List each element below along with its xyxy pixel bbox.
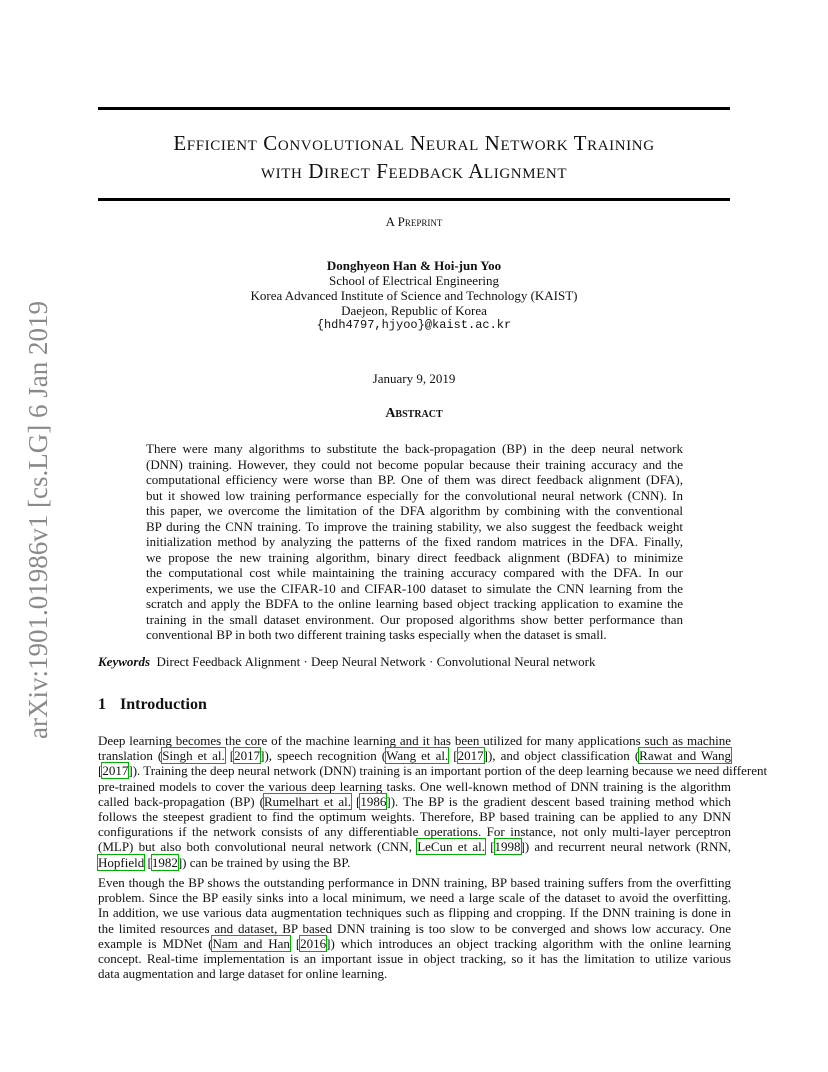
body-line: configurations if the network consists of any differentiable operations. For instance, not only multi-layer perceptron bbox=[98, 824, 731, 840]
abstract-body bbox=[146, 441, 683, 643]
body-line: Even though the BP shows the outstanding performance in DNN training, BP based training suffers from the overfitting bbox=[98, 875, 731, 890]
paper-title-line-1: Efficient Convolutional Neural Network Training bbox=[173, 131, 655, 155]
citation-year-link[interactable]: 2017 bbox=[457, 748, 484, 764]
abstract-line: but it showed low training performance especially for the convolutional neural network (CNN). In bbox=[146, 487, 683, 503]
section-heading bbox=[98, 696, 207, 714]
paper-title-line-2: with Direct Feedback Alignment bbox=[260, 159, 568, 183]
citation-year-link[interactable]: 1982 bbox=[151, 854, 178, 870]
abstract-line: this paper, we overcome the limitation of the DFA algorithm by combining with the conventional bbox=[146, 503, 683, 518]
keywords bbox=[98, 654, 595, 670]
abstract-line: initialization method by analyzing the patterns of the fixed random matrices in the DFA. Finally, bbox=[146, 534, 683, 549]
abstract-line: computational efficiency were worse than BP. One of them was direct feedback alignment (DFA), bbox=[146, 472, 683, 487]
author-school: School of Electrical Engineering bbox=[328, 273, 500, 288]
abstract-line: training in the small dataset environment. Our proposed algorithms show better performance than bbox=[146, 611, 683, 627]
citation-year-link[interactable]: 2017 bbox=[102, 763, 129, 779]
abstract-line: we propose the new training algorithm, binary direct feedback alignment (BDFA) to minimize bbox=[146, 549, 683, 565]
body-line: concept. Real-time implementation is an important issue in object tracking, so it has the limitation to utilize various bbox=[98, 950, 731, 966]
author-institute: Korea Advanced Institute of Science and Technology (KAIST) bbox=[250, 288, 578, 303]
title-rule-top bbox=[98, 107, 730, 110]
body-line: data augmentation and large dataset for online learning. bbox=[98, 966, 388, 982]
body-line: In addition, we use various data augmentation techniques such as flipping and cropping. If the DNN training is done in bbox=[98, 905, 731, 921]
abstract-line: conventional BP in both two different training tasks especially when the dataset is small. bbox=[146, 627, 607, 642]
body-line: the limited resources and dataset, BP based DNN training is too slow to be converged and shows low accuracy. One bbox=[98, 920, 731, 936]
arxiv-identifier bbox=[0, 0, 70, 1072]
citation-year-link[interactable]: 1986 bbox=[360, 793, 387, 809]
title-rule-bottom bbox=[98, 198, 730, 201]
citation-link[interactable]: Nam and Han bbox=[212, 935, 290, 951]
citation-link[interactable]: LeCun et al. bbox=[417, 839, 486, 855]
abstract-heading: Abstract bbox=[385, 406, 443, 421]
abstract-line: the computational cost while maintaining the training accuracy compared with the DFA. In our bbox=[146, 565, 683, 580]
paper-date: January 9, 2019 bbox=[372, 371, 456, 386]
author-location: Daejeon, Republic of Korea bbox=[341, 303, 487, 318]
abstract-line: There were many algorithms to substitute the back-propagation (BP) in the deep neural network bbox=[146, 441, 683, 456]
preprint-label: A Preprint bbox=[385, 214, 443, 229]
citation-year-link[interactable]: 1998 bbox=[494, 839, 521, 855]
section-number: 1 bbox=[98, 696, 106, 713]
body-line: problem. Since the BP easily sinks into a local minimum, we need a large scale of the dataset to avoid the overfitting. bbox=[98, 890, 731, 906]
body-line: [2017]). Training the deep neural network (DNN) training is an important portion of the deep learning because we need different bbox=[98, 763, 768, 779]
abstract-line: BP during the CNN training. To improve the training stability, we also suggest the feedback weight bbox=[146, 518, 683, 534]
body-line: Deep learning becomes the core of the machine learning and it has been utilized for many applications such as machine bbox=[98, 733, 731, 748]
author-email: {hdh4797,hjyoo}@kaist.ac.kr bbox=[316, 318, 512, 332]
body-line: called back-propagation (BP) (Rumelhart et al. [1986]). The BP is the gradient descent based training method which bbox=[98, 793, 731, 809]
body-line: follows the steepest gradient to find the optimum weights. Therefore, BP based training can be applied to any DNN bbox=[98, 808, 731, 824]
citation-year-link[interactable]: 2017 bbox=[234, 748, 261, 764]
arxiv-identifier-text: arXiv:1901.01986v1 [cs.LG] 6 Jan 2019 bbox=[23, 301, 53, 739]
body-line: (MLP) but also both convolutional neural network (CNN, LeCun et al. [1998]) and recurrent neural network (RNN, bbox=[98, 839, 731, 855]
abstract-line: scratch and apply the BDFA to the online learning based object tracking application to examine the bbox=[146, 596, 683, 611]
citation-link[interactable]: Wang et al. bbox=[386, 748, 449, 764]
body-line: pre-trained models to cover the various deep learning tasks. One well-known method of DNN training is the algorithm bbox=[98, 778, 731, 794]
keywords-text: Direct Feedback Alignment · Deep Neural Network · Convolutional Neural network bbox=[156, 654, 596, 669]
abstract-line: experiments, we use the CIFAR-10 and CIFAR-100 dataset to simulate the CNN learning from the bbox=[146, 580, 683, 596]
intro-paragraph-1 bbox=[98, 733, 768, 870]
author-names: Donghyeon Han & Hoi-jun Yoo bbox=[326, 258, 502, 273]
citation-link[interactable]: Rumelhart et al. bbox=[264, 793, 351, 809]
keywords-label: Keywords bbox=[98, 654, 150, 669]
intro-paragraph-2 bbox=[98, 875, 731, 981]
citation-link[interactable]: Rawat and Wang bbox=[639, 748, 732, 764]
body-line: example is MDNet (Nam and Han [2016]) which introduces an object tracking algorithm with the online learning bbox=[98, 935, 731, 951]
citation-link[interactable]: Hopfield bbox=[98, 854, 145, 870]
citation-link[interactable]: Singh et al. bbox=[162, 748, 225, 764]
body-line: Hopfield [1982]) can be trained by using the BP. bbox=[98, 854, 351, 870]
abstract-line: (DNN) training. However, they could not become popular because their training accuracy and the bbox=[146, 456, 683, 472]
body-line: translation (Singh et al. [2017]), speech recognition (Wang et al. [2017]), and object classification (Rawat and Wang bbox=[98, 748, 732, 764]
citation-year-link[interactable]: 2016 bbox=[300, 935, 327, 951]
section-title: Introduction bbox=[120, 696, 207, 713]
